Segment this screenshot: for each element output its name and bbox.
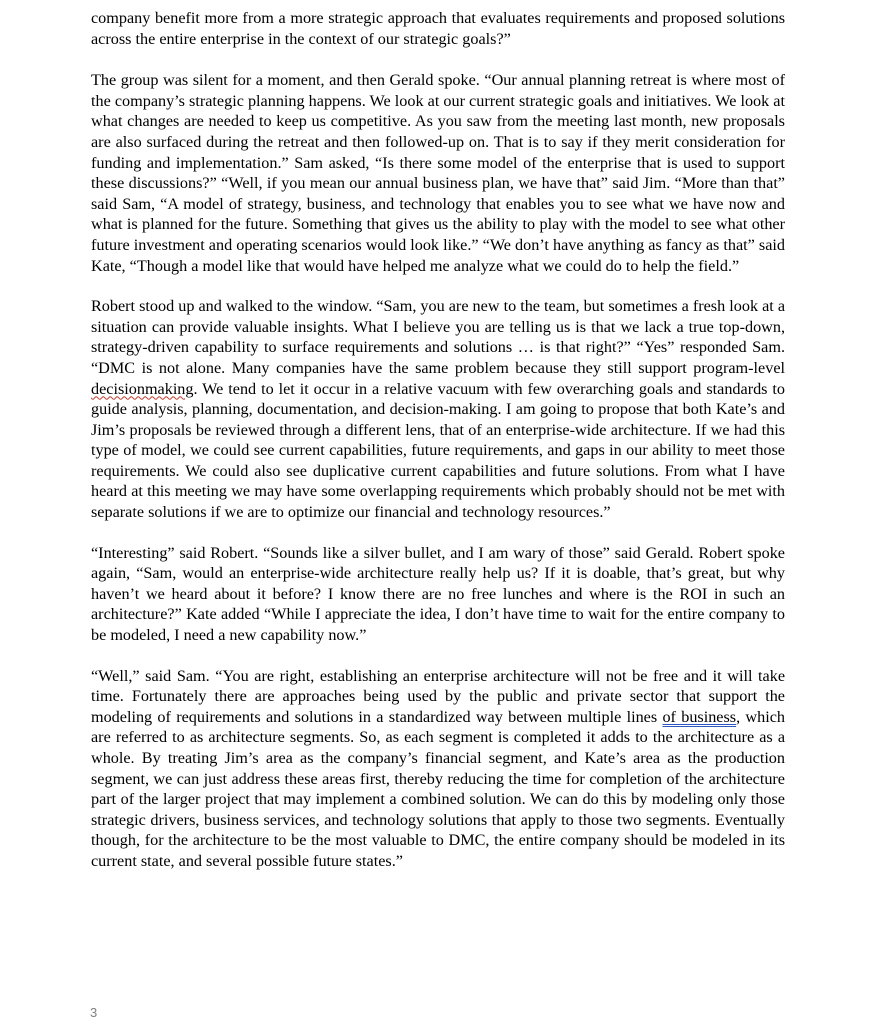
paragraph-4 xyxy=(91,543,785,646)
paragraph-4-text: “Interesting” said Robert. “Sounds like a silver bullet, and I am wary of those” said Gerald. Robert spoke again, “Sam, would an enterprise-wide architecture really help us? If it is doable, that’s great, but why haven’t we heard about it before? I know there are no free lunches and where is the ROI in such an architecture?” Kate added “While I appreciate the idea, I don’t have time to wait for the entire company to be modeled, I need a new capability now.” xyxy=(91,543,785,645)
paragraph-1-text: company benefit more from a more strategic approach that evaluates requirements and proposed solutions across the entire enterprise in the context of our strategic goals?” xyxy=(91,9,785,48)
paragraph-1 xyxy=(91,8,785,49)
page-number: 3 xyxy=(90,1005,98,1020)
paragraph-3-text-end: . We tend to let it occur in a relative vacuum with few overarching goals and standards to guide analysis, planning, documentation, and decision-making. I am going to propose that both Kate’s and Jim’s proposals be reviewed through a different lens, that of an enterprise-wide architecture. If we had this type of model, we could see current capabilities, future requirements, and gaps in our ability to meet those requirements. We could also see duplicative current capabilities and future solutions. From what I have heard at this meeting we may have some overlapping requirements which probably should not be met with separate solutions if we are to optimize our financial and technology resources.” xyxy=(91,379,785,522)
paragraph-2-text: The group was silent for a moment, and then Gerald spoke. “Our annual planning retreat is where most of the company’s strategic planning happens. We look at our current strategic goals and initiatives. We look at what changes are needed to keep us competitive. As you saw from the meeting last month, new proposals are also surfaced during the retreat and then followed-up on. That is to say if they merit consideration for funding and implementation.” Sam asked, “Is there some model of the enterprise that is used to support these discussions?” “Well, if you mean our annual business plan, we have that” said Jim. “More than that” said Sam, “A model of strategy, business, and technology that enables you to see what we have now and what is planned for the future. Something that gives us the ability to play with the model to see what other future investment and operating scenarios would look like.” “We don’t have anything as fancy as that” said Kate, “Though a model like that would have helped me analyze what we could do to help the field.” xyxy=(91,71,785,275)
spelling-error-word[interactable]: decisionmaking xyxy=(91,379,194,398)
document-page xyxy=(91,8,785,892)
paragraph-5-text-end: , which are referred to as architecture segments. So, as each segment is completed it adds to the architecture as a whole. By treating Jim’s area as the company’s financial segment, and Kate’s area as the production segment, we can just address these areas first, thereby reducing the time for completion of the architecture part of the larger project that may implement a combined solution. We can do this by modeling only those strategic drivers, business services, and technology solutions that apply to those two segments. Eventually though, for the architecture to be the most valuable to DMC, the entire company should be modeled in its current state, and several possible future states.” xyxy=(91,707,785,870)
paragraph-3-text-start: Robert stood up and walked to the window. “Sam, you are new to the team, but sometimes a fresh look at a situation can provide valuable insights. What I believe you are telling us is that we lack a true top-down, strategy-driven capability to surface requirements and solutions … is that right?” “Yes” responded Sam. “DMC is not alone. Many companies have the same problem because they still support program-level xyxy=(91,297,785,377)
paragraph-2 xyxy=(91,70,785,276)
paragraph-5-text-start: “Well,” said Sam. “You are right, establishing an enterprise architecture will not be free and it will take time. Fortunately there are approaches being used by the public and private sector that support the modeling of requirements and solutions in a standardized way between multiple lines xyxy=(91,666,785,726)
paragraph-5 xyxy=(91,666,785,872)
paragraph-3 xyxy=(91,296,785,523)
grammar-suggestion-phrase[interactable]: of business xyxy=(662,707,737,726)
